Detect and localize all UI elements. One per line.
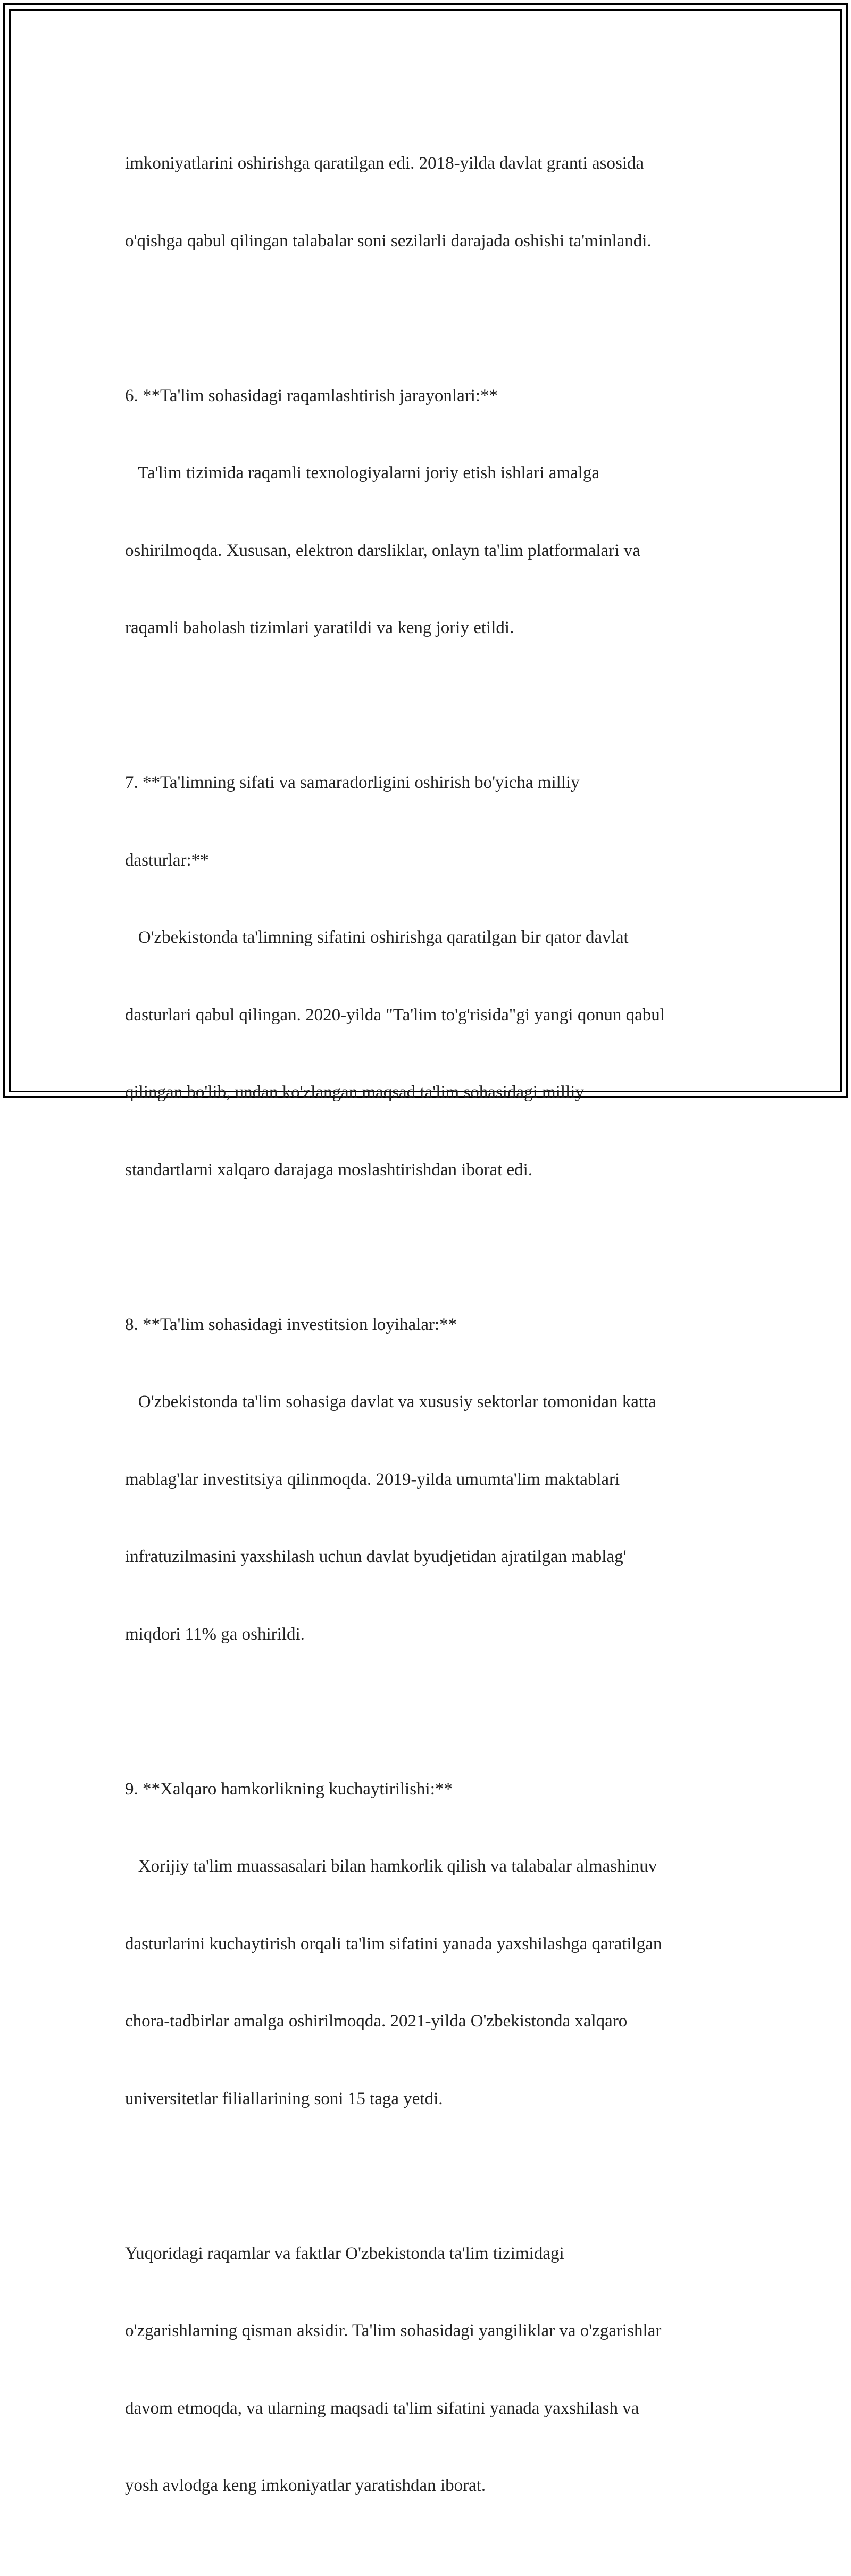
text-line: qilingan bo'lib, undan ko'zlangan maqsad ta'lim sohasidagi milliy: [125, 1083, 584, 1102]
text-line: imkoniyatlarini oshirishga qaratilgan edi. 2018-yilda davlat granti asosida: [125, 154, 644, 173]
text-line: dasturlari qabul qilingan. 2020-yilda "Ta'lim to'g'risida"gi yangi qonun qabul: [125, 1005, 665, 1025]
text-line: oshirilmoqda. Xususan, elektron darsliklar, onlayn ta'lim platformalari va: [125, 541, 640, 560]
text-line: Xorijiy ta'lim muassasalari bilan hamkorlik qilish va talabalar almashinuv: [125, 1857, 657, 1876]
section-heading: 8. **Ta'lim sohasidagi investitsion loyihalar:**: [125, 1315, 457, 1334]
text-line: Yuqoridagi raqamlar va faktlar O'zbekistonda ta'lim tizimidagi: [125, 2243, 564, 2263]
text-line: universitetlar filiallarining soni 15 taga yetdi.: [125, 2089, 443, 2108]
text-line: chora-tadbirlar amalga oshirilmoqda. 2021-yilda O'zbekistonda xalqaro: [125, 2012, 628, 2031]
text-line: raqamli baholash tizimlari yaratildi va keng joriy etildi.: [125, 618, 514, 637]
text-line: infratuzilmasini yaxshilash uchun davlat byudjetidan ajratilgan mablag': [125, 1547, 627, 1566]
text-line: standartlarni xalqaro darajaga moslashtirishdan iborat edi.: [125, 1160, 533, 1179]
section-heading: 9. **Xalqaro hamkorlikning kuchaytirilishi:**: [125, 1779, 453, 1799]
section-heading: 7. **Ta'limning sifati va samaradorligini oshirish bo'yicha milliy: [125, 773, 580, 792]
text-line: o'qishga qabul qilingan talabalar soni sezilarli darajada oshishi ta'minlandi.: [125, 231, 652, 251]
text-line: miqdori 11% ga oshirildi.: [125, 1624, 305, 1644]
text-line: mablag'lar investitsiya qilinmoqda. 2019-yilda umumta'lim maktablari: [125, 1469, 620, 1489]
section-heading: 6. **Ta'lim sohasidagi raqamlashtirish jarayonlari:**: [125, 386, 498, 405]
text-line: yosh avlodga keng imkoniyatlar yaratishdan iborat.: [125, 2476, 486, 2495]
text-line: dasturlarini kuchaytirish orqali ta'lim sifatini yanada yaxshilashga qaratilgan: [125, 1934, 662, 1954]
conclusion-paragraph: [125, 2189, 763, 2550]
section-9: [125, 1725, 763, 2164]
section-8: [125, 1260, 763, 1699]
text-line: Ta'lim tizimida raqamli texnologiyalarni joriy etish ishlari amalga: [125, 463, 599, 483]
section-heading: dasturlar:**: [125, 850, 209, 870]
document-body: [125, 99, 763, 2576]
intro-paragraph: [125, 99, 763, 305]
text-line: O'zbekistonda ta'limning sifatini oshirishga qaratilgan bir qator davlat: [125, 928, 629, 947]
text-line: davom etmoqda, va ularning maqsadi ta'lim sifatini yanada yaxshilash va: [125, 2398, 639, 2418]
section-7: [125, 718, 763, 1234]
section-6: [125, 331, 763, 693]
text-line: o'zgarishlarning qisman aksidir. Ta'lim sohasidagi yangiliklar va o'zgarishlar: [125, 2321, 662, 2340]
text-line: O'zbekistonda ta'lim sohasiga davlat va xususiy sektorlar tomonidan katta: [125, 1392, 656, 1411]
